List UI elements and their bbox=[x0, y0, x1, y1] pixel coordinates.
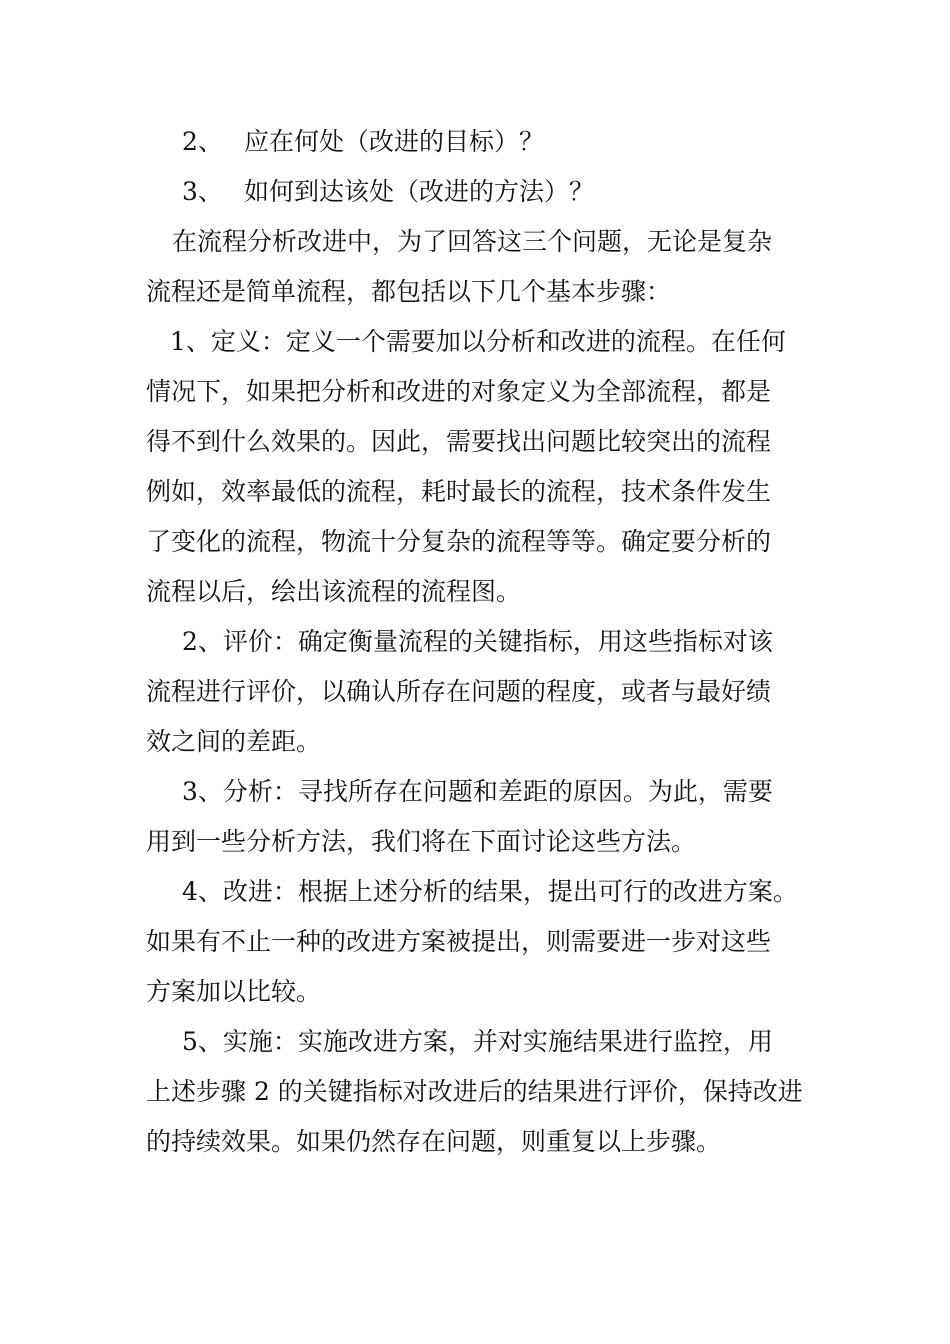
paragraph-intro-line-2: 流程还是简单流程，都包括以下几个基本步骤： bbox=[146, 277, 672, 306]
question-text: 应在何处（改进的目标）？ bbox=[244, 127, 545, 156]
question-text: 如何到达该处（改进的方法）？ bbox=[244, 177, 595, 206]
step-define-line-6: 流程以后，绘出该流程的流程图。 bbox=[146, 577, 522, 606]
step-implement-line-3: 的持续效果。如果仍然存在问题，则重复以上步骤。 bbox=[146, 1127, 722, 1156]
step-define-line-1: 1、定义：定义一个需要加以分析和改进的流程。在任何 bbox=[170, 327, 786, 356]
step-evaluate-line-1: 2、评价：确定衡量流程的关键指标，用这些指标对该 bbox=[182, 627, 773, 656]
step-analyze-line-2: 用到一些分析方法，我们将在下面讨论这些方法。 bbox=[146, 827, 697, 856]
step-implement-line-1: 5、实施：实施改进方案，并对实施结果进行监控，用 bbox=[182, 1027, 773, 1056]
step-implement-line-2: 上述步骤 2 的关键指标对改进后的结果进行评价，保持改进 bbox=[146, 1077, 803, 1106]
question-number: 2、 bbox=[182, 127, 223, 156]
step-analyze-line-1: 3、分析：寻找所存在问题和差距的原因。为此，需要 bbox=[182, 777, 773, 806]
step-define-line-3: 得不到什么效果的。因此，需要找出问题比较突出的流程 bbox=[146, 427, 772, 456]
step-define-line-2: 情况下，如果把分析和改进的对象定义为全部流程，都是 bbox=[146, 377, 772, 406]
step-evaluate-line-2: 流程进行评价，以确认所存在问题的程度，或者与最好绩 bbox=[146, 677, 772, 706]
step-improve-line-2: 如果有不止一种的改进方案被提出，则需要进一步对这些 bbox=[146, 927, 772, 956]
step-define-line-4: 例如，效率最低的流程，耗时最长的流程，技术条件发生 bbox=[146, 477, 772, 506]
paragraph-intro-line-1: 在流程分析改进中，为了回答这三个问题，无论是复杂 bbox=[172, 227, 773, 256]
step-evaluate-line-3: 效之间的差距。 bbox=[146, 727, 322, 756]
step-define-line-5: 了变化的流程，物流十分复杂的流程等等。确定要分析的 bbox=[146, 527, 772, 556]
step-improve-line-1: 4、改进：根据上述分析的结果，提出可行的改进方案。 bbox=[182, 877, 798, 906]
step-improve-line-3: 方案加以比较。 bbox=[146, 977, 322, 1006]
question-number: 3、 bbox=[182, 177, 223, 206]
